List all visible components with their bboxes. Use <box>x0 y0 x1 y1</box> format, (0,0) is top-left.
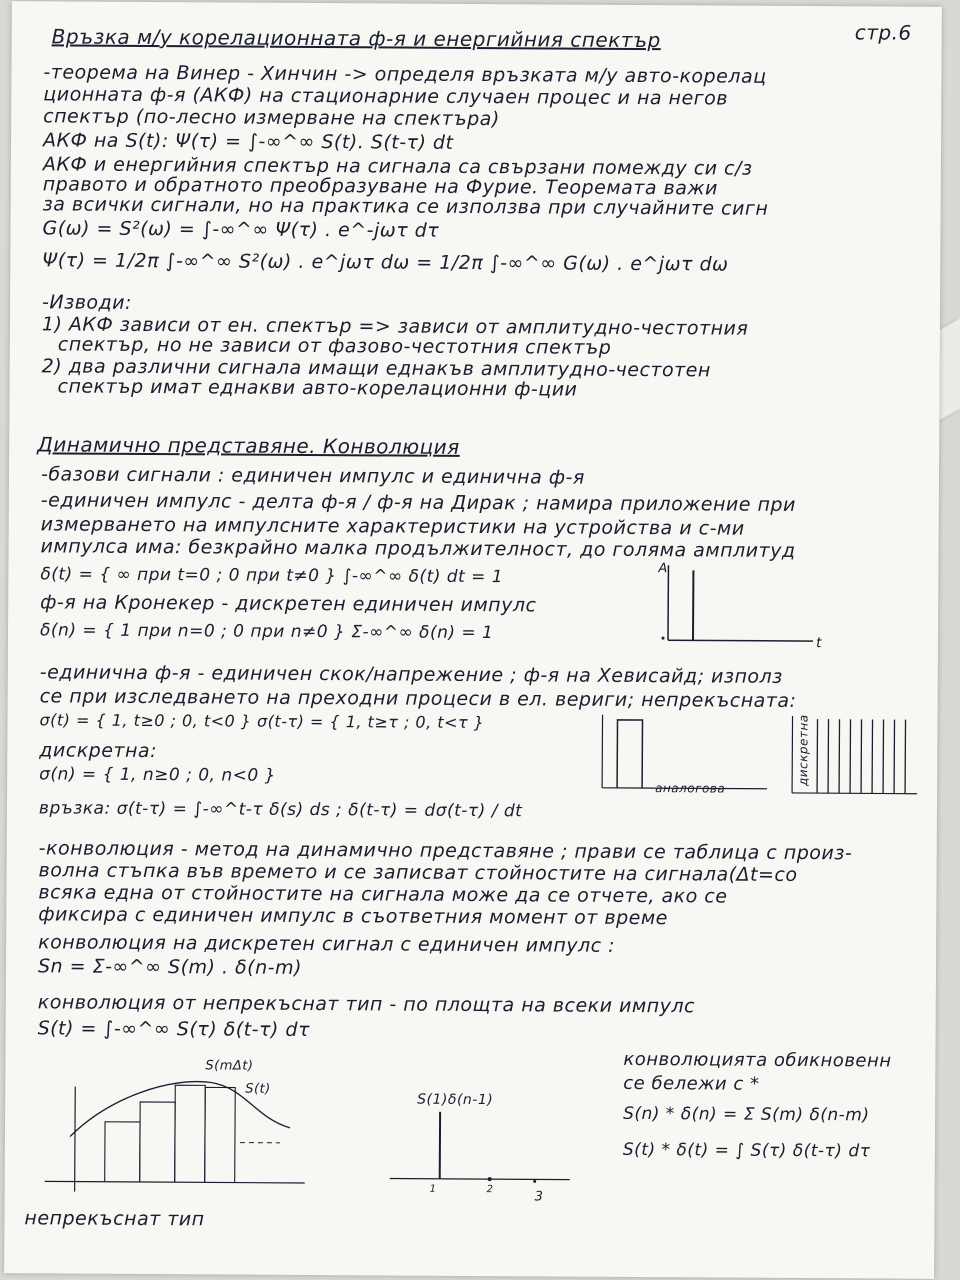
notation-formula: S(t) * δ(t) = ∫ S(τ) δ(t-τ) dτ <box>622 1139 871 1162</box>
section2-title: Динамично представяне. Конволюция <box>37 432 460 459</box>
section1-line: -теорема на Винер - Хинчин -> определя връзката м/у авто-корелац <box>43 61 767 88</box>
continuous-caption: непрекъснат тип <box>24 1207 205 1231</box>
section2-line: всяка една от стойностите на сигнала може да се отчете, ако се <box>38 881 728 908</box>
section1-line: АКФ и енергийния спектър на сигнала са свързани помежду си с/з <box>42 153 753 180</box>
section1-formula: G(ω) = S²(ω) = ∫-∞^∞ Ψ(τ) . e^-jωτ dτ <box>42 217 440 242</box>
section2-line: фиксира с единичен импулс в съответния момент от време <box>38 903 668 930</box>
tick-label: 1 <box>429 1183 437 1195</box>
notation-line: конволюцията обикновенн <box>623 1048 892 1072</box>
dirac-y-label: A <box>658 561 668 577</box>
section2-line: конволюция на дискретен сигнал с единичен импулс : <box>38 931 616 957</box>
step-definition: σ(t) = { 1, t≥0 ; 0, t<0 } σ(t-τ) = { 1, t≥τ ; 0, t<τ } <box>39 710 485 733</box>
conclusions-heading: -Изводи: <box>41 291 133 314</box>
notebook-page <box>4 1 942 1279</box>
page-number: стр.6 <box>854 20 912 45</box>
section1-formula: Ψ(τ) = 1/2π ∫-∞^∞ S²(ω) . e^jωτ dω = 1/2π ∫-∞^∞ G(ω) . e^jωτ dω <box>42 249 729 276</box>
impulse-label: S(1)δ(n-1) <box>417 1091 494 1109</box>
section1-line: спектър (по-лесно измерване на спектъра) <box>43 105 500 131</box>
kronecker-definition: δ(n) = { 1 при n=0 ; 0 при n≠0 } Σ-∞^∞ δ(n) = 1 <box>39 620 494 644</box>
tick-label: 3 <box>534 1189 544 1205</box>
section1-formula: АКФ на S(t): Ψ(τ) = ∫-∞^∞ S(t). S(t-τ) dt <box>42 129 454 154</box>
section2-line: -единичен импулс - делта ф-я / ф-я на Дирак ; намира приложение при <box>40 489 796 516</box>
section2-line: дискретна: <box>39 739 158 763</box>
discrete-impulse-graph <box>385 1073 576 1204</box>
analog-label: аналогова <box>655 781 726 796</box>
section1-title: Връзка м/у корелационната ф-я и енергийния спектър <box>51 24 661 53</box>
discrete-step-definition: σ(n) = { 1, n≥0 ; 0, n<0 } <box>39 764 276 786</box>
conclusion-line: спектър имат еднакви авто-корелационни ф-ции <box>57 375 578 401</box>
section2-line: конволюция от непрекъснат тип - по площта на всеки импулс <box>37 991 696 1018</box>
section1-line: ционната ф-я (АКФ) на стационарние случаен процес и на негов <box>43 83 729 110</box>
section2-line: -единична ф-я - единичен скок/напрежение ; ф-я на Хевисайд; използ <box>39 661 783 688</box>
section2-line: импулса има: безкрайно малка продължителност, до голяма амплитуд <box>40 535 796 562</box>
conclusion-line: 1) АКФ зависи от ен. спектър => зависи от амплитудно-честотния <box>41 313 749 340</box>
section2-line: -конволюция - метод на динамично представяне ; прави се таблица с произ- <box>38 837 853 865</box>
section1-line: правото и обратното преобразуване на Фурие. Теоремата важи <box>42 173 718 200</box>
continuous-convolution-formula: S(t) = ∫-∞^∞ S(τ) δ(t-τ) dτ <box>37 1017 310 1042</box>
section2-line: ф-я на Кронекер - дискретен единичен импулс <box>40 591 537 617</box>
continuous-signal-graph <box>40 1056 311 1203</box>
notation-formula: S(n) * δ(n) = Σ S(m) δ(n-m) <box>623 1103 870 1126</box>
discrete-label: дискретна <box>796 714 811 787</box>
section2-line: се при изследването на преходни процеси в ел. вериги; непрекъсната: <box>39 685 797 712</box>
discrete-convolution-formula: Sn = Σ-∞^∞ S(m) . δ(n-m) <box>37 955 303 979</box>
tick-label: 2 <box>486 1184 494 1196</box>
section1-line: за всички сигнали, но на практика се използва при случайните сигн <box>42 193 769 220</box>
conclusion-line: 2) два различни сигнала имащи еднакъв амплитудно-честотен <box>41 355 711 382</box>
step-delta-relation: връзка: σ(t-τ) = ∫-∞^t-τ δ(s) ds ; δ(t-τ) = dσ(t-τ) / dt <box>38 798 523 822</box>
section2-line: -базови сигнали : единичен импулс и единична ф-я <box>40 463 585 489</box>
dirac-definition: δ(t) = { ∞ при t=0 ; 0 при t≠0 } ∫-∞^∞ δ(t) dt = 1 <box>40 564 504 588</box>
analog-step-graph <box>597 710 778 801</box>
st-label: S(t) <box>245 1081 271 1097</box>
section2-line: волна стъпка във времето и се записват стойностите на сигнала(Δt=со <box>38 859 798 886</box>
smdt-label: S(mΔt) <box>205 1058 254 1074</box>
conclusion-line: спектър, но не зависи от фазово-честотния спектър <box>57 333 612 359</box>
notation-line: се бележи с * <box>623 1072 760 1095</box>
dirac-x-label: t <box>815 635 823 652</box>
section2-line: измерването на импулсните характеристики на устройства и с-ми <box>40 513 745 540</box>
dirac-impulse-graph <box>658 560 829 656</box>
discrete-step-graph <box>787 711 923 802</box>
